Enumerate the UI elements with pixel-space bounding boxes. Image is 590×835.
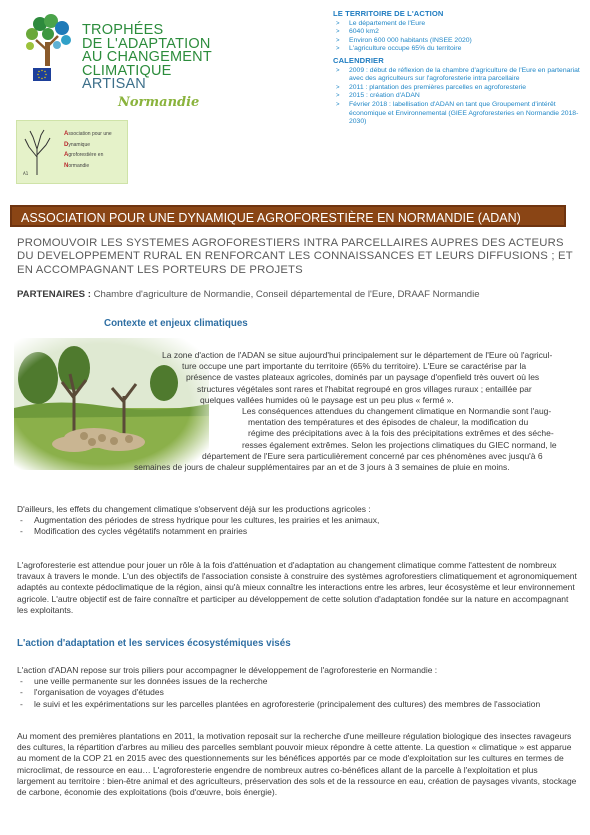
adan-letter: D bbox=[64, 141, 69, 148]
partners-line bbox=[17, 289, 480, 300]
text-line: département de l'Eure sera particulièrement concerné par ces phénomènes avec jusqu'à 6 bbox=[202, 450, 543, 461]
tree-icon bbox=[21, 127, 53, 177]
list-item: > L'agriculture occupe 65% du territoire bbox=[333, 45, 583, 54]
logo-line: CLIMATIQUE bbox=[82, 62, 172, 79]
territoire-heading: LE TERRITOIRE DE L'ACTION bbox=[333, 9, 444, 18]
adan-word: groforestière en bbox=[68, 152, 104, 158]
partners-label: PARTENAIRES : bbox=[17, 289, 91, 300]
text-line: structures végétales sont rares et l'habitat regroupé en gros villages ruraux ; entaillée par bbox=[197, 383, 532, 394]
trophees-logo-text bbox=[82, 24, 212, 92]
section-heading-action: L'action d'adaptation et les services écosystémiques visés bbox=[17, 638, 291, 649]
adan-word: ynamique bbox=[68, 141, 91, 148]
adan-letter: A bbox=[64, 131, 69, 137]
list-item: > Le département de l'Eure bbox=[333, 20, 583, 29]
agroforestry-paragraph: L'agroforesterie est attendue pour jouer un rôle à la fois d'atténuation et d'adaptation au changement climatique comme l'attestent de nombreux travaux à travers le monde. L'un des objectifs de l'association consiste à construire des systèmes agroforestiers climatiquement et agronomiquement adaptés au contexte pédoclimatique de la région, ainsi qu'à mieux connaître les interactions entre les arbres, leur écosystème et leur environnement agricole. L'autre objectif est de faire connaître et participer au développement de cette solution d'adaptation fondée sur la nature en accompagnant les exploitants. bbox=[17, 560, 577, 615]
tree-logo-icon bbox=[22, 12, 74, 68]
list-item: - le suivi et les expérimentations sur les parcelles plantées en agroforesterie (principalement des cultures) des membres de l'association bbox=[17, 699, 577, 710]
list-item: - l'organisation de voyages d'études bbox=[17, 687, 577, 698]
list-item: - Modification des cycles végétatifs notamment en prairies bbox=[17, 526, 577, 537]
title-banner: ASSOCIATION POUR UNE DYNAMIQUE AGROFORESTIÈRE EN NORMANDIE (ADAN) bbox=[10, 205, 566, 227]
text-line: présence de vastes plateaux agricoles, dominés par un paysage d'openfield très ouvert où les bbox=[186, 372, 540, 383]
text-line: resses également extrêmes. Selon les projections climatiques du GIEC normand, le bbox=[242, 439, 557, 450]
section-heading-context: Contexte et enjeux climatiques bbox=[104, 318, 248, 329]
calendrier-heading: CALENDRIER bbox=[333, 55, 384, 65]
context-text bbox=[134, 350, 568, 473]
effects-intro: D'ailleurs, les effets du changement climatique s'observent déjà sur les productions agricoles : bbox=[17, 504, 371, 514]
adan-logo-text bbox=[64, 129, 112, 171]
adan-word: ssociation pour une bbox=[68, 131, 112, 137]
adan-letter: N bbox=[64, 162, 69, 169]
page-subtitle: PROMOUVOIR LES SYSTEMES AGROFORESTIERS INTRA PARCELLAIRES AUPRES DES ACTEURS DU DEVELOPPEMENT RURAL EN RENFORCANT LES CONNAISSANCES ET LEURS DIFFUSIONS ; ET EN ACCOMPAGNANT LES PORTEURS DE PROJETS bbox=[17, 237, 573, 276]
pillars-list bbox=[17, 676, 577, 710]
list-item: > 2009 : début de réflexion de la chambre d'agriculture de l'Eure en partenariat avec des agriculteurs sur l'agroforesterie intra parcellaire bbox=[333, 67, 583, 84]
calendrier-list bbox=[333, 67, 583, 127]
text-line: ture occupe une part importante du territoire (65% du territoire). L'Eure se caractérise par la bbox=[182, 361, 527, 372]
territoire-list bbox=[333, 20, 583, 54]
info-sidebar bbox=[333, 10, 583, 130]
text-line: quelques vallées humides où le paysage est un peu plus « fermé ». bbox=[200, 394, 454, 405]
list-item: > Février 2018 : labellisation d'ADAN en tant que Groupement d'intérêt économique et Environnemental (GIEE Agroforesteries en Normandie 2018-2030) bbox=[333, 101, 583, 127]
eu-flag-icon bbox=[33, 68, 51, 81]
history-paragraph: Au moment des premières plantations en 2011, la motivation reposait sur la recherche d'une meilleure régulation biologique des insectes ravageurs des cultures, la répartition d'arbres au milieu des parcelles semblant pouvoir mieux répondre à cette attente. La question « climatique » est apparue au moment de la COP 21 en 2015 avec des questionnements sur les bénéfices apportés par ce mode d'exploitation sur les cultures en termes de microclimat, de ressource en eau… L'agroforesterie engendre de nombreux autres co-bénéfices allant de la parcelle à l'exploitation et plus largement au territoire : bien-être animal et des agriculteurs, préservation des sols et de la ressource en eau, création de paysages vivants, stockage de carbone, économie des exploitations (bois d'œuvre, bois énergie). bbox=[17, 731, 577, 798]
pillars-block bbox=[17, 665, 577, 710]
list-item: - Augmentation des périodes de stress hydrique pour les cultures, les prairies et les animaux, bbox=[17, 515, 577, 526]
text-line: régime des précipitations avec à la fois des précipitations extrêmes et des séche- bbox=[248, 428, 554, 439]
list-item: > 6040 km2 bbox=[333, 28, 583, 37]
text-line: La zone d'action de l'ADAN se situe aujourd'hui principalement sur le département de l'Eure où l'agricul- bbox=[162, 350, 553, 360]
logo-line: TROPHÉES bbox=[82, 22, 164, 38]
logo-artisan: ARTISAN bbox=[82, 76, 146, 92]
list-item: > 2011 : plantation des premières parcelles en agroforesterie bbox=[333, 84, 583, 93]
pillars-intro: L'action d'ADAN repose sur trois piliers pour accompagner le développement de l'agroforesterie en Normandie : bbox=[17, 665, 438, 675]
effects-block bbox=[17, 504, 577, 538]
text-line: Les conséquences attendues du changement climatique en Normandie sont l'aug- bbox=[242, 406, 552, 417]
adan-word: ormandie bbox=[68, 162, 90, 169]
adan-letter: A bbox=[64, 152, 69, 158]
text-line: mentation des températures et des épisodes de chaleur, la modification du bbox=[248, 417, 529, 428]
logo-line: AU CHANGEMENT bbox=[82, 49, 212, 65]
logo-region: Normandie bbox=[118, 95, 200, 110]
text-line: semaines de jours de chaleur supplémentaires par an et de 3 jours à 3 semaines de pluie en moins. bbox=[134, 462, 510, 473]
logo-line: DE L'ADAPTATION bbox=[82, 35, 211, 52]
list-item: > 2015 : création d'ADAN bbox=[333, 92, 583, 101]
partners-text: Chambre d'agriculture de Normandie, Conseil départemental de l'Eure, DRAAF Normandie bbox=[90, 289, 480, 300]
adan-logo bbox=[16, 120, 128, 184]
list-item: - une veille permanente sur les données issues de la recherche bbox=[17, 676, 577, 687]
list-item: > Environ 600 000 habitants (INSEE 2020) bbox=[333, 37, 583, 46]
effects-list bbox=[17, 515, 577, 537]
tree-caption: A1 bbox=[23, 171, 29, 176]
